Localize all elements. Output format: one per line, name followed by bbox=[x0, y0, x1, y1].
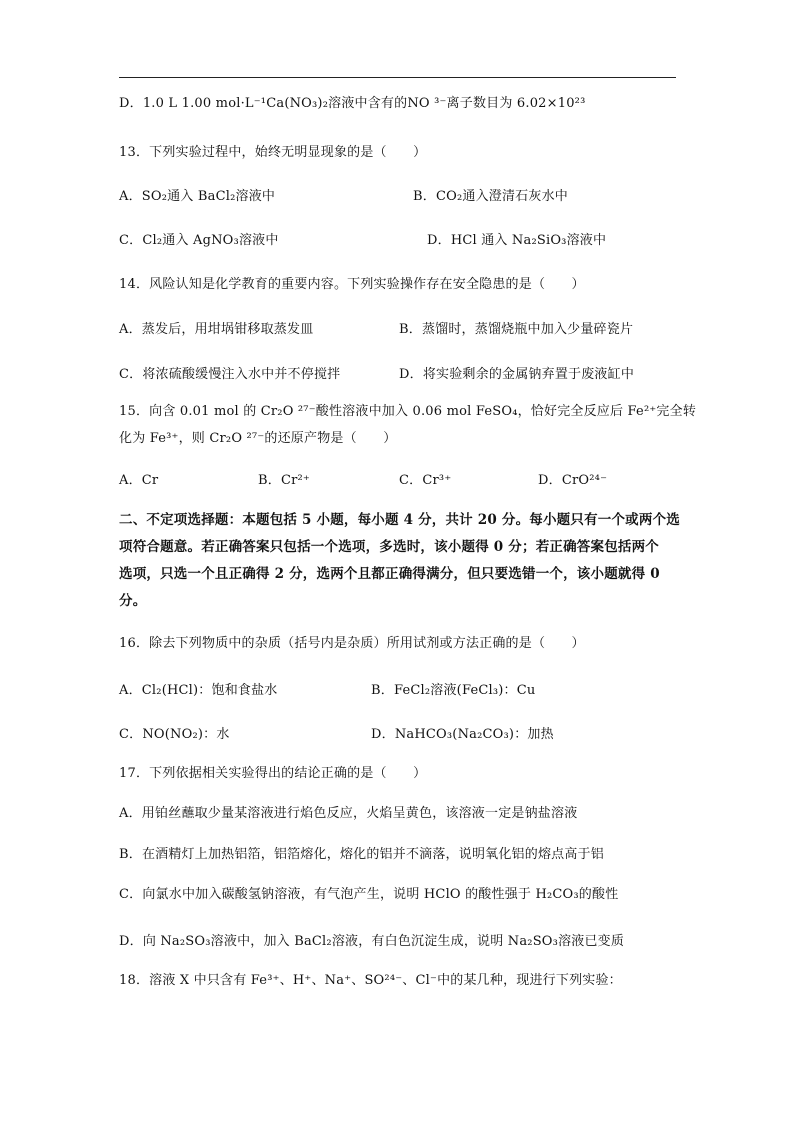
question-15-line1: 15．向含 0.01 mol 的 Cr₂O ²⁷⁻酸性溶液中加入 0.06 mol FeSO₄，恰好完全反应后 Fe²⁺完全转 bbox=[119, 404, 697, 419]
q13-option-b: B．CO₂通入澄清石灰水中 bbox=[413, 189, 568, 204]
section-2-instructions-line2: 项符合题意。若正确答案只包括一个选项，多选时，该小题得 0 分；若正确答案包括两个 bbox=[119, 539, 659, 555]
q15-option-b: B．Cr²⁺ bbox=[258, 473, 310, 488]
q13-option-d: D．HCl 通入 Na₂SiO₃溶液中 bbox=[427, 233, 607, 248]
question-18: 18．溶液 X 中只含有 Fe³⁺、H⁺、Na⁺、SO²⁴⁻、Cl⁻中的某几种，现进行下列实验： bbox=[119, 973, 622, 988]
section-2-instructions-line1: 二、不定项选择题：本题包括 5 小题，每小题 4 分，共计 20 分。每小题只有一个或两个选 bbox=[119, 512, 680, 528]
question-14: 14．风险认知是化学教育的重要内容。下列实验操作存在安全隐患的是（ ） bbox=[119, 277, 585, 292]
q13-option-c: C．Cl₂通入 AgNO₃溶液中 bbox=[119, 233, 279, 248]
q17-option-b: B．在酒精灯上加热铝箔，铝箔熔化，熔化的铝并不滴落，说明氧化铝的熔点高于铝 bbox=[119, 847, 604, 862]
q16-option-a: A．Cl₂(HCl)：饱和食盐水 bbox=[119, 683, 278, 698]
q14-option-a: A．蒸发后，用坩埚钳移取蒸发皿 bbox=[119, 322, 314, 337]
header-rule bbox=[119, 77, 676, 78]
section-2-instructions-line3: 选项，只选一个且正确得 2 分，选两个且都正确得满分，但只要选错一个，该小题就得 0 bbox=[119, 566, 660, 582]
q17-option-a: A．用铂丝蘸取少量某溶液进行焰色反应，火焰呈黄色，该溶液一定是钠盐溶液 bbox=[119, 806, 578, 821]
option-d-q12: D．1.0 L 1.00 mol·L⁻¹Ca(NO₃)₂溶液中含有的NO ³⁻离子数目为 6.02×10²³ bbox=[119, 96, 586, 111]
q15-option-c: C．Cr³⁺ bbox=[399, 473, 452, 488]
q16-option-b: B．FeCl₂溶液(FeCl₃)：Cu bbox=[371, 683, 536, 698]
q13-option-a: A．SO₂通入 BaCl₂溶液中 bbox=[119, 189, 276, 204]
q15-option-d: D．CrO²⁴⁻ bbox=[538, 473, 608, 488]
q17-option-d: D．向 Na₂SO₃溶液中，加入 BaCl₂溶液，有白色沉淀生成，说明 Na₂SO₃溶液已变质 bbox=[119, 934, 625, 949]
q14-option-b: B．蒸馏时，蒸馏烧瓶中加入少量碎瓷片 bbox=[399, 322, 634, 337]
q14-option-d: D．将实验剩余的金属钠弃置于废液缸中 bbox=[399, 367, 635, 382]
question-17: 17．下列依据相关实验得出的结论正确的是（ ） bbox=[119, 766, 427, 781]
q16-option-d: D．NaHCO₃(Na₂CO₃)：加热 bbox=[371, 727, 554, 742]
question-15-line2: 化为 Fe³⁺，则 Cr₂O ²⁷⁻的还原产物是（ ） bbox=[119, 431, 397, 446]
question-13: 13．下列实验过程中，始终无明显现象的是（ ） bbox=[119, 145, 427, 160]
question-16: 16．除去下列物质中的杂质（括号内是杂质）所用试剂或方法正确的是（ ） bbox=[119, 636, 585, 651]
q15-option-a: A．Cr bbox=[119, 473, 159, 488]
q14-option-c: C．将浓硫酸缓慢注入水中并不停搅拌 bbox=[119, 367, 341, 382]
q16-option-c: C．NO(NO₂)：水 bbox=[119, 727, 230, 742]
section-2-instructions-line4: 分。 bbox=[119, 593, 147, 609]
q17-option-c: C．向氯水中加入碳酸氢钠溶液，有气泡产生，说明 HClO 的酸性强于 H₂CO₃的酸性 bbox=[119, 887, 619, 902]
